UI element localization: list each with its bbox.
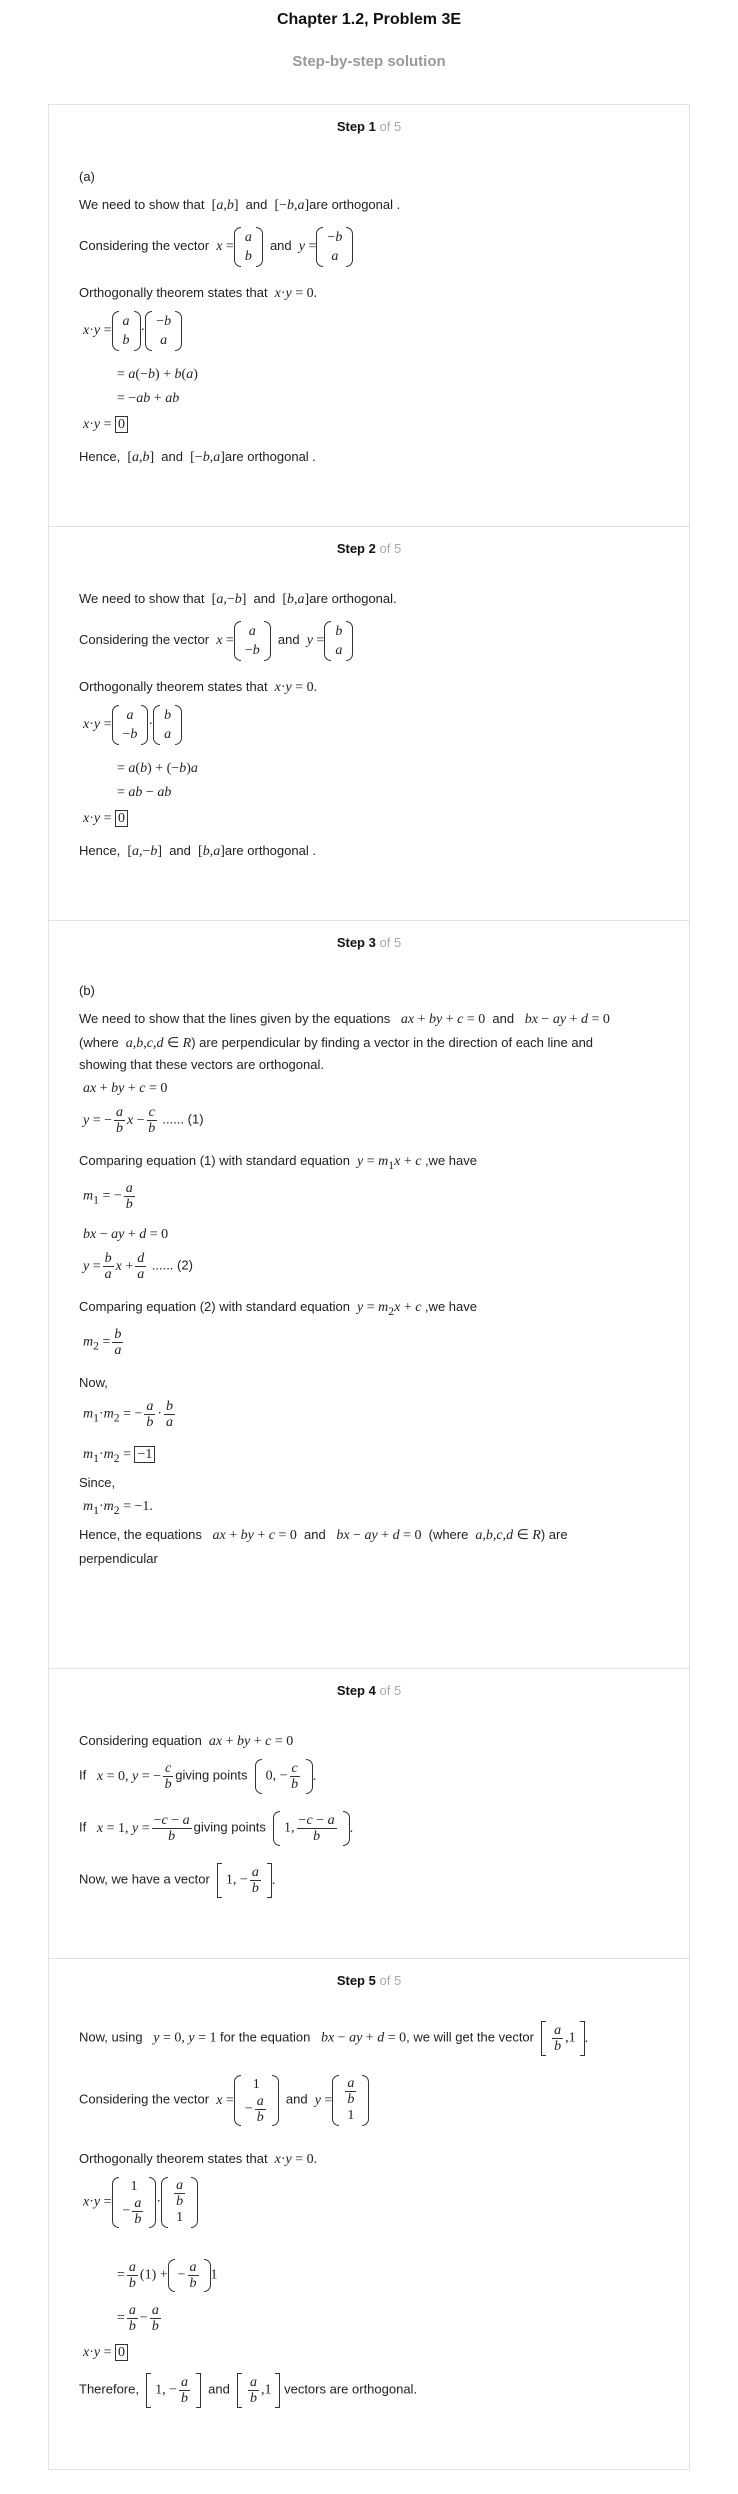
step-1-math-line3: = −ab + ab [117, 391, 180, 406]
step-3-hence-line1: Hence, the equations ax + by + c = 0 and bx − ay + d = 0 (where a,b,c,d ∈ R) are [79, 1527, 568, 1543]
step-2-math-line1: x·y = a −b · b a [83, 705, 182, 745]
step-1-header: Step 1 of 5 [336, 119, 402, 134]
step-3-compare2: Comparing equation (2) with standard equation $y = m_2x + c$ ,we have [79, 1299, 477, 1318]
step-5-math-line3: = $\frac{a}{b}$ − $\frac{a}{b}$ [117, 2303, 159, 2334]
step-3-eq2: y = $\frac{b}{a}$ x + $\frac{d}{a}$ ...... (2) [83, 1251, 193, 1282]
step-3-m2: $m_2$ = $\frac{b}{a}$ [83, 1327, 122, 1358]
step-3-card [48, 920, 690, 1669]
step-2-intro: We need to show that [a,−b] and [b,a]are orthogonal. [79, 591, 397, 607]
step-4-header: Step 4 of 5 [336, 1683, 402, 1698]
step-3-eq-a: ax + by + c = 0 [83, 1081, 168, 1096]
step-1-intro: We need to show that [a,b] and [−b,a]are orthogonal . [79, 197, 401, 213]
step-4-considering: Considering equation ax + by + c = 0 [79, 1733, 294, 1749]
step-3-intro-line2: (where a,b,c,d ∈ R) are perpendicular by finding a vector in the direction of each line and [79, 1035, 594, 1051]
step-3-intro-line1: We need to show that the lines given by the equations ax + by + c = 0 and bx − ay + d = 0 [79, 1011, 610, 1027]
step-2-math-line2: = a(b) + (−b)a [117, 761, 198, 776]
step-4-now-vector: Now, we have a vector 1, − $\frac{a}{b}$ . [79, 1865, 276, 1896]
step-5-header: Step 5 of 5 [336, 1973, 402, 1988]
step-5-therefore: Therefore, 1, − $\frac{a}{b}$ and $\frac{a}{b}$ ,1 vectors are orthogonal. [79, 2375, 418, 2406]
step-3-intro-line3: showing that these vectors are orthogonal. [79, 1057, 324, 1072]
step-2-header: Step 2 of 5 [336, 541, 402, 556]
step-5-considering: Considering the vector x = 1 − $\frac{a}{b}$ and y = a b 1 [79, 2075, 369, 2126]
step-3-m1: $m_1$ = − $\frac{a}{b}$ [83, 1181, 133, 1212]
step-1-theorem: Orthogonally theorem states that x·y = 0. [79, 285, 318, 301]
step-4-if-x1: If x = 1, y = $\frac{-c - a}{b}$ giving points 1, $\frac{-c - a}{b}$ . [79, 1813, 354, 1844]
step-3-header: Step 3 of 5 [336, 935, 402, 950]
step-3-since: Since, [79, 1475, 116, 1490]
step-5-now-using: Now, using y = 0, y = 1 for the equation bx − ay + d = 0, we will get the vector $\frac{a}{b}$ ,1 . [79, 2023, 589, 2054]
step-3-now: Now, [79, 1375, 108, 1390]
step-1-math-result: x·y = 0 [83, 417, 128, 433]
step-1-considering: Considering the vector x = a b and y = −b a [79, 227, 353, 267]
page-subtitle: Step-by-step solution [292, 53, 446, 70]
step-5-theorem: Orthogonally theorem states that x·y = 0. [79, 2151, 318, 2167]
step-1-card [48, 104, 690, 527]
step-2-card [48, 526, 690, 921]
step-4-card [48, 1668, 690, 1959]
step-3-compare1: Comparing equation (1) with standard equation $y = m_1x + c$ ,we have [79, 1153, 477, 1172]
step-2-math-result: x·y = 0 [83, 811, 128, 827]
step-5-math-line2: = $\frac{a}{b}$ (1) + − $\frac{a}{b}$ 1 [117, 2260, 218, 2291]
page-title: Chapter 1.2, Problem 3E [276, 11, 462, 28]
step-3-product-result: $m_1\cdot m_2 = -1$ [83, 1447, 155, 1465]
step-1-hence: Hence, [a,b] and [−b,a]are orthogonal . [79, 449, 316, 465]
step-3-hence-line2: perpendicular [79, 1551, 158, 1566]
step-2-considering: Considering the vector x = a −b and y = b a [79, 621, 353, 661]
step-3-eq-b: bx − ay + d = 0 [83, 1227, 169, 1242]
step-2-math-line3: = ab − ab [117, 785, 172, 800]
step-4-if-x0: If x = 0, y = − $\frac{c}{b}$ giving points 0, − $\frac{c}{b}$ . [79, 1761, 317, 1792]
step-3-product: $m_1\cdot m_2$ = − $\frac{a}{b}$ · $\frac{b}{a}$ [83, 1399, 174, 1430]
step-5-math-result: x·y = 0 [83, 2345, 128, 2361]
step-1-math-line2: = a(−b) + b(a) [117, 367, 198, 382]
step-2-hence: Hence, [a,−b] and [b,a]are orthogonal . [79, 843, 316, 859]
step-3-eq1: y = − $\frac{a}{b}$ x − $\frac{c}{b}$ ...... (1) [83, 1105, 204, 1136]
part-label: (b) [79, 983, 95, 998]
step-5-card [48, 1958, 690, 2470]
step-2-theorem: Orthogonally theorem states that x·y = 0. [79, 679, 318, 695]
step-1-math-line1: x·y = a b · −b a [83, 311, 182, 351]
step-3-since-eq: $m_1\cdot m_2 = -1$. [83, 1499, 153, 1517]
step-5-math-line1: x·y = 1 − $\frac{a}{b}$ · a b 1 [83, 2177, 198, 2228]
part-label: (a) [79, 169, 95, 184]
